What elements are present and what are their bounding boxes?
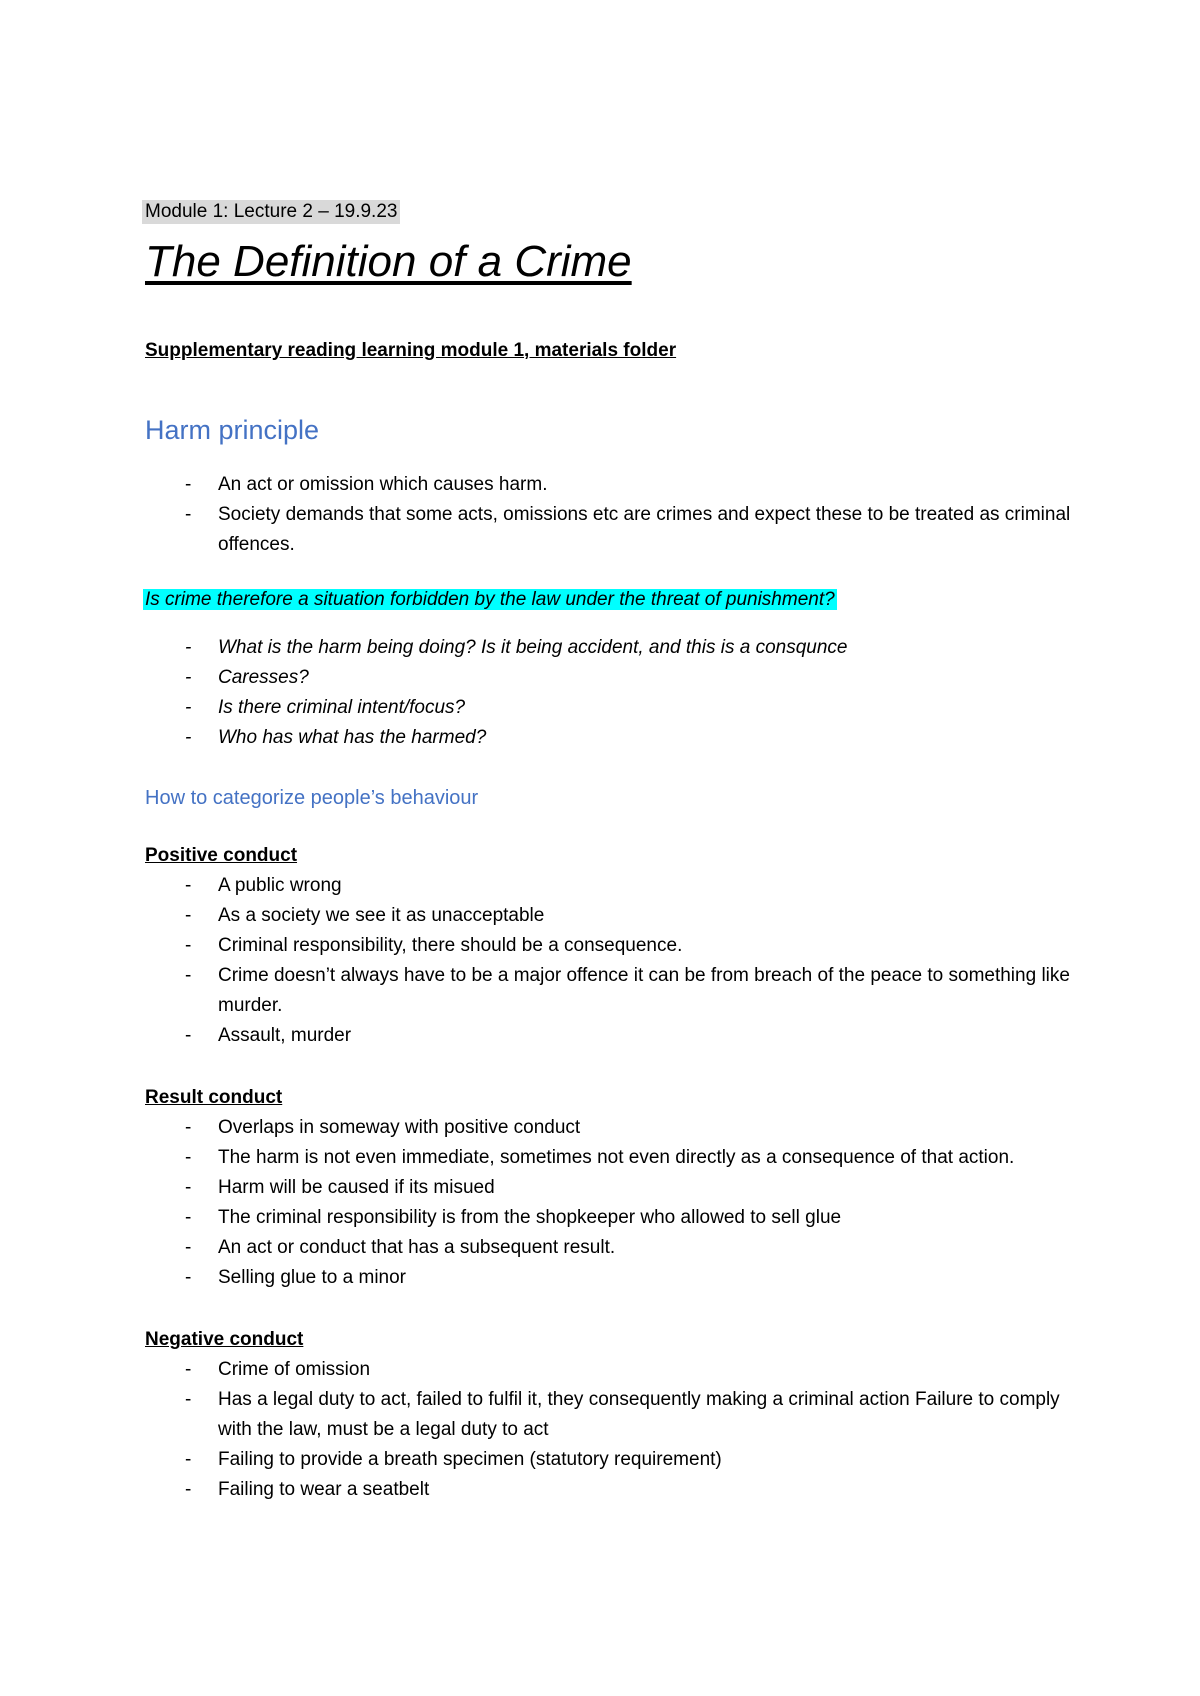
harm-principle-list — [145, 470, 1075, 560]
list-item: - Caresses? — [145, 663, 1075, 693]
document-page — [145, 200, 1075, 1505]
list-item: - As a society we see it as unacceptable — [145, 901, 1075, 931]
harm-principle-heading: Harm principle — [145, 415, 320, 445]
highlighted-question-text: Is crime therefore a situation forbidden by the law under the threat of punishment? — [145, 589, 835, 611]
list-item: - Crime doesn’t always have to be a major offence it can be from breach of the peace to something like murder. — [145, 961, 1075, 1021]
question-list — [145, 633, 1075, 753]
list-item: - A public wrong — [145, 871, 1075, 901]
list-item: - Crime of omission — [145, 1355, 1075, 1385]
result-conduct-heading: Result conduct — [145, 1087, 283, 1109]
list-item: - Failing to wear a seatbelt — [145, 1475, 1075, 1505]
list-item: - An act or conduct that has a subsequent result. — [145, 1233, 1075, 1263]
list-item: - Overlaps in someway with positive conduct — [145, 1113, 1075, 1143]
list-item: - Society demands that some acts, omissions etc are crimes and expect these to be treated as criminal offences. — [145, 500, 1075, 560]
list-item: - Who has what has the harmed? — [145, 723, 1075, 753]
lecture-meta: Module 1: Lecture 2 – 19.9.23 — [142, 200, 400, 224]
list-item: - Is there criminal intent/focus? — [145, 693, 1075, 723]
list-item: - What is the harm being doing? Is it being accident, and this is a consqunce — [145, 633, 1075, 663]
list-item: - Assault, murder — [145, 1021, 1075, 1051]
list-item: - Criminal responsibility, there should be a consequence. — [145, 931, 1075, 961]
negative-conduct-list — [145, 1355, 1075, 1505]
negative-conduct-heading: Negative conduct — [145, 1329, 304, 1351]
positive-conduct-heading: Positive conduct — [145, 845, 298, 867]
list-item: - Has a legal duty to act, failed to fulfil it, they consequently making a criminal action Failure to comply with the law, must be a legal duty to act — [145, 1385, 1075, 1445]
highlighted-question — [145, 587, 1075, 613]
result-conduct-list — [145, 1113, 1075, 1293]
supplementary-reading-note: Supplementary reading learning module 1, materials folder — [145, 340, 677, 361]
list-item: - Failing to provide a breath specimen (statutory requirement) — [145, 1445, 1075, 1475]
positive-conduct-list — [145, 871, 1075, 1051]
categorize-heading: How to categorize people’s behaviour — [145, 787, 479, 810]
page-title: The Definition of a Crime — [145, 237, 632, 286]
list-item: - Harm will be caused if its misued — [145, 1173, 1075, 1203]
list-item: - The harm is not even immediate, sometimes not even directly as a consequence of that action. — [145, 1143, 1075, 1173]
list-item: - An act or omission which causes harm. — [145, 470, 1075, 500]
list-item: - Selling glue to a minor — [145, 1263, 1075, 1293]
list-item: - The criminal responsibility is from the shopkeeper who allowed to sell glue — [145, 1203, 1075, 1233]
